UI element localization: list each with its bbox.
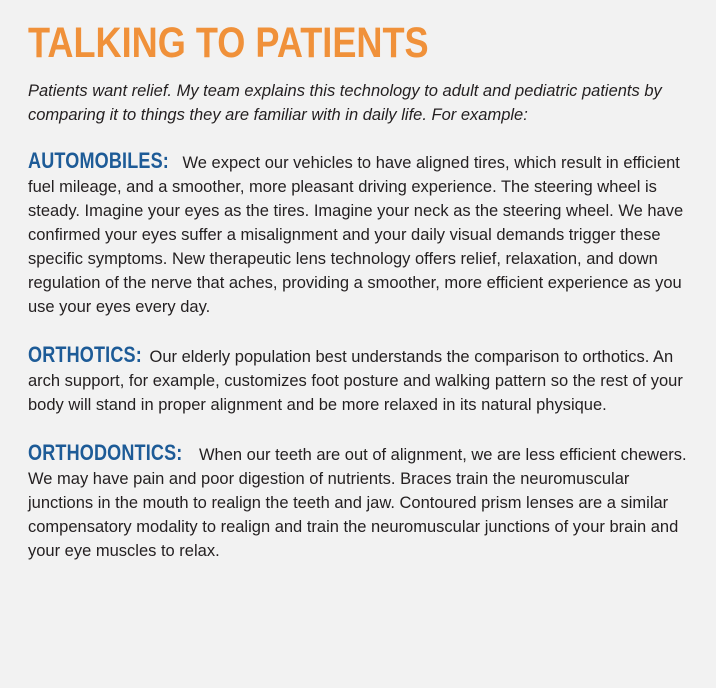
section-orthodontics — [28, 441, 692, 563]
section-orthotics — [28, 343, 692, 417]
section-heading-orthotics: ORTHOTICS: — [28, 342, 142, 367]
section-text-orthotics: Our elderly population best understands the comparison to orthotics. An arch support, for example, customizes foot posture and walking pattern so the rest of your body will stand in proper alignment and be more relaxed in its natural physique. — [28, 348, 683, 414]
intro-paragraph: Patients want relief. My team explains this technology to adult and pediatric patients by comparing it to things they are familiar with in daily life. For example: — [28, 82, 662, 124]
section-text-automobiles: We expect our vehicles to have aligned tires, which result in efficient fuel mileage, and a smoother, more pleasant driving experience. The steering wheel is steady. Imagine your eyes as the tires. Imagine your neck as the steering wheel. We have confirmed your eyes suffer a misalignment and your daily visual demands trigger these specific symptoms. New therapeutic lens technology offers relief, relaxation, and down regulation of the nerve that aches, providing a smoother, more efficient experience as you use your eyes every day. — [28, 154, 684, 316]
page-title: TALKING TO PATIENTS — [28, 19, 429, 67]
section-automobiles — [28, 149, 692, 319]
section-heading-automobiles: AUTOMOBILES: — [28, 148, 169, 173]
section-text-orthodontics: When our teeth are out of alignment, we are less efficient chewers. We may have pain and poor digestion of nutrients. Braces train the neuromuscular junctions in the mouth to realign the teeth and jaw. Contoured prism lenses are a similar compensatory modality to realign and train the neuromuscular junctions of your brain and your eye muscles to relax. — [28, 446, 687, 560]
section-heading-orthodontics: ORTHODONTICS: — [28, 440, 183, 465]
